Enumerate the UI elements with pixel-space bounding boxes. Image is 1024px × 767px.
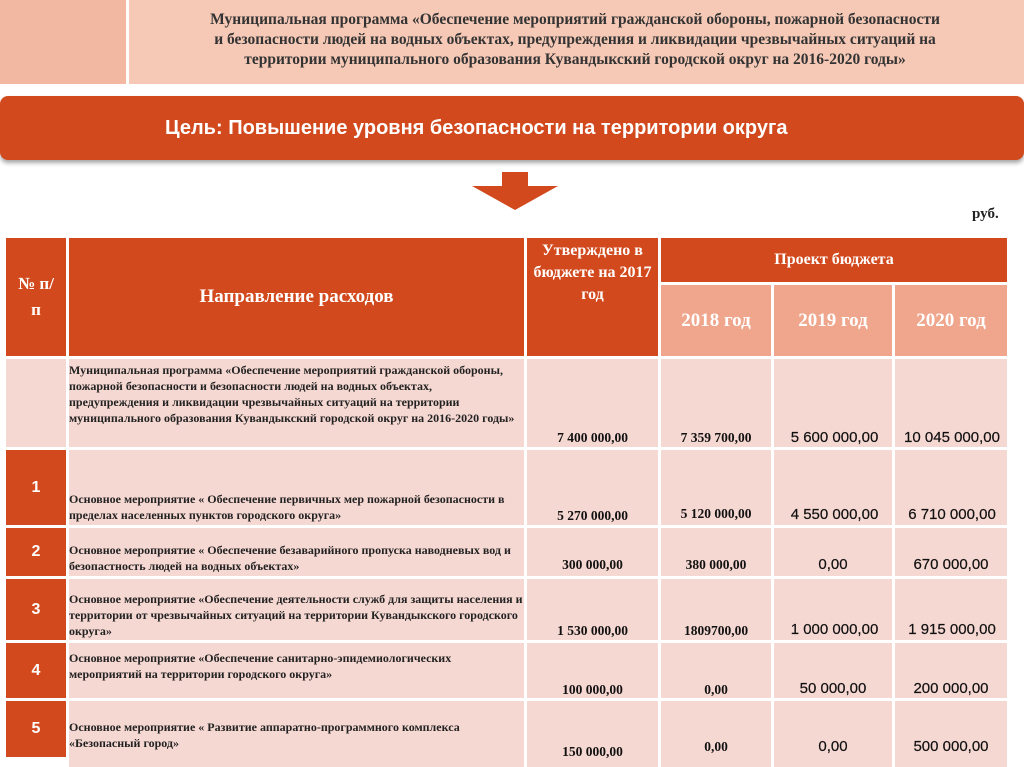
value-2018: 7 359 700,00	[680, 430, 752, 445]
program-title	[134, 10, 1016, 70]
header-year-2018-label: 2018 год	[681, 309, 751, 331]
value-2020: 670 000,00	[913, 556, 989, 573]
row-separator	[6, 698, 1007, 701]
row-number: 5	[6, 701, 66, 757]
header-num-label: № п/п	[18, 274, 54, 319]
value-2020: 1 915 000,00	[908, 621, 996, 638]
program-title-line3: территории муниципального образования Кувандыкский городской округ на 2016-2020 годы»	[244, 51, 906, 68]
row-number: 3	[6, 579, 66, 640]
table-num-col-bg	[6, 359, 66, 447]
row-number: 4	[6, 643, 66, 698]
value-2017: 1 530 000,00	[557, 623, 628, 638]
row-separator	[6, 447, 1007, 450]
header-year-2020	[895, 285, 1007, 356]
header-approved	[527, 238, 658, 356]
value-2018: 0,00	[704, 682, 728, 697]
row-description: Муниципальная программа «Обеспечение мероприятий гражданской обороны, пожарной безопасности и безопасности людей на водных объектах, предупреждения и ликвидации чрезвычайных ситуаций на территории муниципального образования Кувандыкский городской округ на 2016-2020 годы»	[69, 363, 515, 425]
row-description: Основное мероприятие « Обеспечение безаварийного пропуска наводневых вод и безопастность людей на водных объектах»	[69, 543, 511, 573]
value-2019: 1 000 000,00	[790, 621, 879, 638]
value-2018: 5 120 000,00	[680, 506, 752, 521]
value-2017: 300 000,00	[562, 557, 623, 572]
value-2017: 100 000,00	[562, 682, 623, 697]
value-2020: 6 710 000,00	[908, 506, 996, 523]
value-2017: 150 000,00	[562, 744, 623, 759]
row-number: 1	[6, 450, 66, 525]
header-year-2018	[661, 285, 771, 356]
program-title-line2: и безопасности людей на водных объектах, предупреждения и ликвидации чрезвычайных ситуаций на	[214, 31, 936, 48]
value-2019: 0,00	[818, 556, 848, 573]
value-2019: 50 000,00	[799, 680, 867, 697]
row-description: Основное мероприятие « Обеспечение первичных мер пожарной безопасности в пределах населенных пунктов городского округа»	[69, 492, 505, 522]
header-direction-label: Направление расходов	[199, 286, 394, 307]
header-num	[6, 238, 66, 356]
header-project	[661, 238, 1007, 282]
value-2020: 200 000,00	[913, 680, 989, 697]
arrow-down-icon	[470, 172, 560, 212]
row-description: Основное мероприятие «Обеспечение деятельности служб для защиты населения и территории от чрезвычайных ситуаций на территории Кувандыкского городского округа»	[69, 592, 523, 638]
row-description: Основное мероприятие « Развитие аппаратно-программного комплекса «Безопасный город»	[69, 720, 460, 750]
header-project-label: Проект бюджета	[774, 251, 894, 268]
value-2017: 5 270 000,00	[557, 508, 628, 523]
goal-text: Цель: Повышение уровня безопасности на территории округа	[165, 117, 788, 139]
header-year-2020-label: 2020 год	[916, 309, 986, 331]
row-separator	[6, 640, 1007, 643]
value-2020: 10 045 000,00	[904, 429, 1000, 446]
value-2019: 5 600 000,00	[790, 429, 879, 446]
header-year-2019-label: 2019 год	[798, 309, 868, 331]
value-2020: 500 000,00	[913, 738, 989, 755]
value-2018: 380 000,00	[685, 557, 747, 572]
program-title-line1: Муниципальная программа «Обеспечение мероприятий гражданской обороны, пожарной безопасности	[210, 11, 940, 28]
value-2018: 0,00	[704, 739, 728, 754]
header-direction	[69, 238, 524, 356]
value-2019: 4 550 000,00	[790, 506, 879, 523]
row-separator	[6, 525, 1007, 528]
row-description: Основное мероприятие «Обеспечение санитарно-эпидемиологических мероприятий на территории городского округа»	[69, 651, 452, 681]
header-approved-label: Утверждено в бюджете на 2017 год	[533, 242, 652, 303]
header-year-2019	[774, 285, 892, 356]
value-2018: 1809700,00	[683, 623, 749, 638]
value-2017: 7 400 000,00	[557, 430, 628, 445]
value-2019: 0,00	[818, 738, 848, 755]
currency-label: руб.	[972, 206, 999, 222]
row-number: 2	[6, 528, 66, 576]
row-separator	[6, 576, 1007, 579]
